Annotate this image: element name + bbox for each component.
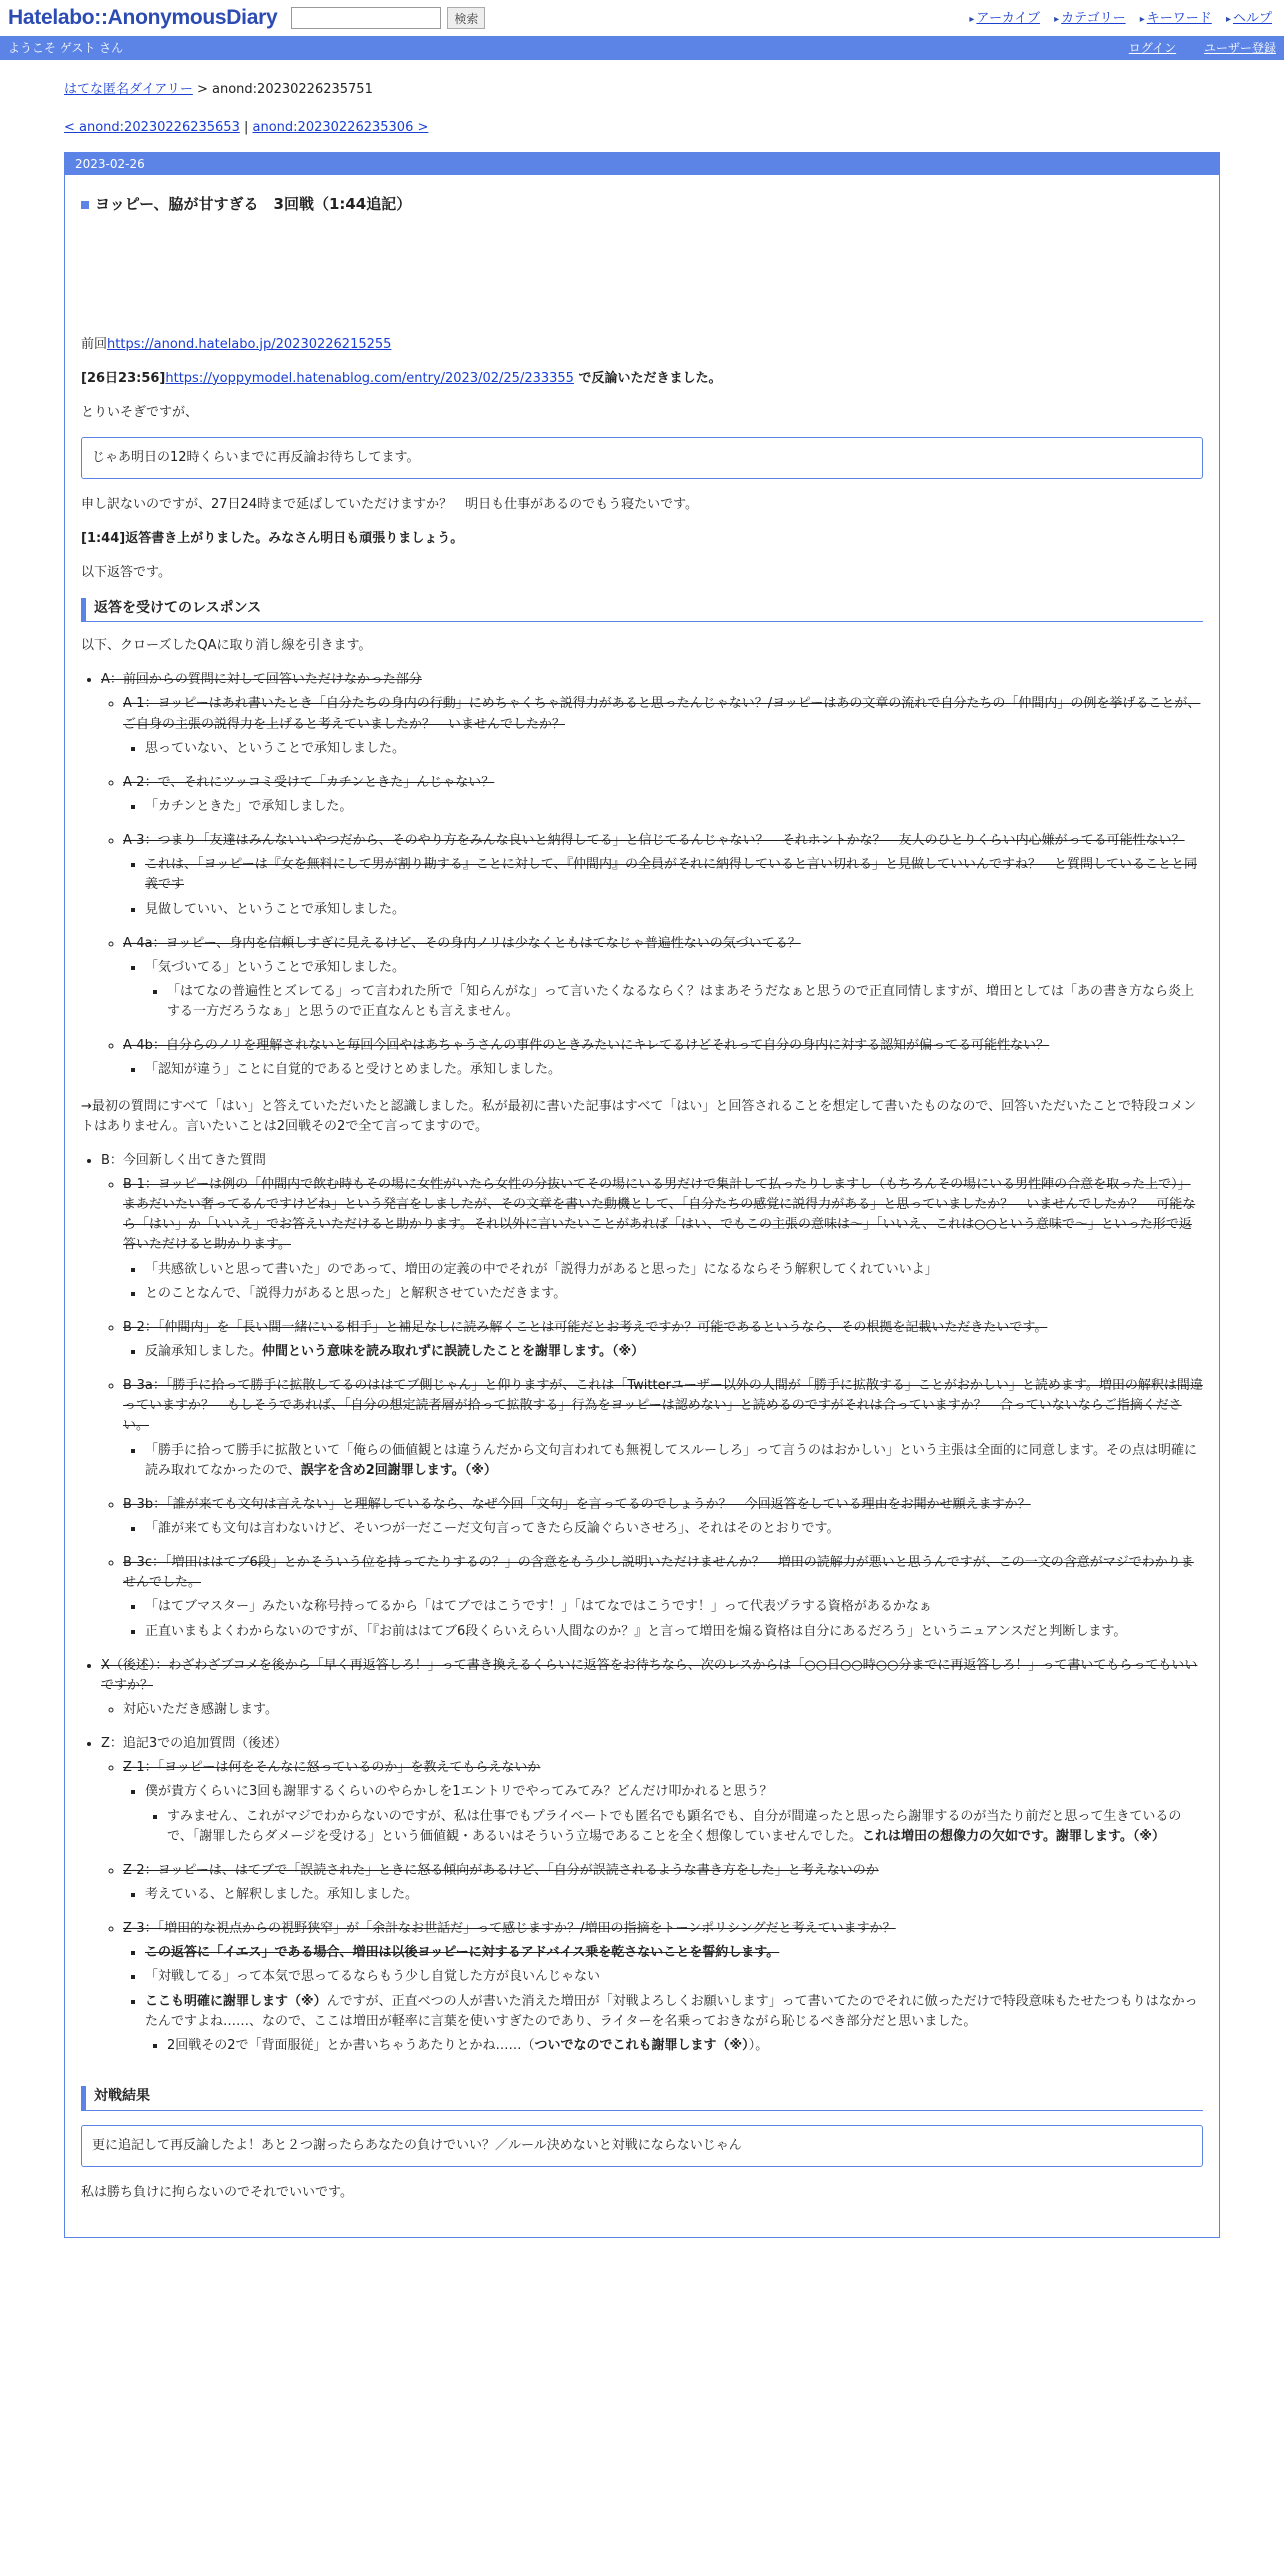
quote-box: 更に追記して再反論したよ！あと２つ謝ったらあなたの負けでいい？／ルール決めないと対戦にならないじゃん xyxy=(81,2125,1203,2167)
list-item xyxy=(145,1992,1203,2056)
prev-label: 前回 xyxy=(81,336,108,352)
question-b3a: B-3a：「勝手に拾って勝手に拡散してるのははてブ側じゃん」と仰りますが、これは「Twitterユーザー以外の人間が「勝手に拡散する」ことがおかしい」と読めます。増田の解釈は間違っていますか？ もしそうであれば、「自分の想定読者層が拾って拡散する」行為をヨッピーは認めない」と読めるのですがそれは合っていますか？ 合っていないならご指摘ください。 xyxy=(123,1378,1203,1434)
help-link[interactable]: ヘルプ xyxy=(1232,11,1272,26)
answer-a4a: 「気づいてる」ということで承知しました。 xyxy=(145,959,406,975)
entry-title-text: ヨッピー、脇が甘すぎる 3回戦（1:44追記） xyxy=(95,195,412,214)
question-b3b: B-3b：「誰が来ても文句は言えない」と理解しているなら、なぜ今回「文句」を言ってるのでしょうか？ 今回返答をしている理由をお聞かせ願えますか？ xyxy=(123,1496,1031,1512)
main-content xyxy=(64,80,1220,2238)
site-logo[interactable]: Hatelabo::AnonymousDiary xyxy=(8,5,278,29)
question-b3c: B-3c：「増田ははてブ6段」とかそういう位を持ってたりするの？」の含意をもう少し説明いただけませんか？ 増田の読解力が悪いと思うんですが、この一文の含意がマジでわかりませんでした。 xyxy=(123,1555,1194,1591)
list-item xyxy=(123,1495,1203,1539)
list-item xyxy=(167,2036,1203,2056)
list-item xyxy=(145,855,1203,895)
paragraph-sorry: 申し訳ないのですが、27日24時まで延ばしていただけますか？ 明日も仕事があるのでもう寝たいです。 xyxy=(81,497,699,513)
register-link[interactable]: ユーザー登録 xyxy=(1203,40,1276,55)
list-item xyxy=(101,1151,1203,1642)
triangle-bullet-icon: ▸ xyxy=(1054,14,1060,25)
triangle-bullet-icon: ▸ xyxy=(1139,14,1145,25)
question-b1: B-1：ヨッピーは例の「仲間内で飲む時もその場に女性がいたら女性の分抜いてその場にいる男だけで集計して払ったりしますし（もちろんその場にいる男性陣の合意を取った上で）」まあだいたい奢ってるんですけどね」という発言をしましたが、その文章を書いた動機として、「自分たちの感覚に説得力がある」と思っていましたか？ いませんでしたか？ 可能なら「はい」か「いいえ」でお答えいただけると助かります。それ以外に言いたいことがあれば「はい、でもこの主張の意味は～」「いいえ、これは○○という意味で～」といった形で返答いただけると助かります。 xyxy=(123,1177,1196,1253)
breadcrumb-current: anond:20230226235751 xyxy=(212,82,373,97)
list-item: ▪ 「カチンときた」で承知しました。 xyxy=(145,797,1203,817)
day-section xyxy=(64,152,1220,2238)
category-link[interactable]: カテゴリー xyxy=(1061,11,1126,26)
site-header xyxy=(0,0,1284,36)
list-item xyxy=(101,1734,1203,2056)
qa-list-a xyxy=(81,670,1203,1080)
answer-z3-sub-bold: ついでなのでこれも謝罪します（※） xyxy=(534,2037,749,2053)
list-item xyxy=(123,1376,1203,1481)
list-item: ▪ 「はてブマスター」みたいな称号持ってるから「はてブではこうです！」「はてなではこうです！」って代表ヅラする資格があるかなぁ xyxy=(145,1597,1203,1617)
list-item xyxy=(145,1943,1203,1963)
pager-separator: | xyxy=(239,120,253,136)
rebuttal-link[interactable]: https://yoppymodel.hatenablog.com/entry/2023/02/25/233355 xyxy=(165,370,574,386)
list-item: ▪ 「認知が違う」ことに自覚的であると受けとめました。承知しました。 xyxy=(145,1060,1203,1080)
answer-z1-sub-bold: これは増田の想像力の欠如です。謝罪します。（※） xyxy=(861,1828,1166,1844)
list-item xyxy=(145,1441,1203,1481)
paragraph-after-a: →最初の質問にすべて「はい」と答えていただいたと認識しました。私が最初に書いた記事はすべて「はい」と回答されることを想定して書いたものなので、回答いただいたことで特段コメントはありません。言いたいことは2回戦その2で全て言ってますので。 xyxy=(81,1098,1197,1134)
list-item: ◦ 対応いただき感謝します。 xyxy=(123,1700,1203,1720)
prev-paragraph xyxy=(81,335,1203,355)
title-square-icon[interactable] xyxy=(81,201,89,209)
paragraph-done xyxy=(81,529,1203,549)
question-a4a: A-4a：ヨッピー、身内を信頼しすぎに見えるけど、その身内ノリは少なくともはてなじゃ普遍性ないの気づいてる？ xyxy=(123,935,801,951)
list-item xyxy=(123,1318,1203,1362)
question-a4b: A-4b：自分らのノリを理解されないと毎回今回やはあちゃうさんの事件のときみたいにキレてるけどそれって自分の身内に対する認知が偏ってる可能性ない？ xyxy=(123,1038,1050,1054)
answer-b3a-pre: 「勝手に拾って勝手に拡散といて「俺らの価値観とは違うんだから文句言われても無視してスルーしろ」って言うのはおかしい」という主張は全面的に同意します。その点は明確に読み取れてなかったので、 xyxy=(145,1442,1197,1478)
prev-round-link[interactable]: https://anond.hatelabo.jp/20230226215255 xyxy=(107,336,392,352)
answer-z3-3-rest: んですが、正直ベつの人が書いた消えた増田が「対戦よろしくお願いします」って書いてたのでそれに倣っただけで特段意味もたせたつもりはなかったんですよね……、なので、ここは増田が軽率に言葉を使いすぎたのであり、ライターを名乗っておきながら恥じるべき部分だと思いました。 xyxy=(145,1993,1198,2029)
list-item xyxy=(123,773,1203,817)
question-z: Z：追記3での追加質問（後述） xyxy=(101,1736,288,1752)
list-item: ▪ 思っていない、ということで承知しました。 xyxy=(145,739,1203,759)
day-date: 2023-02-26 xyxy=(65,153,1219,175)
question-a1: A-1：ヨッピーはあれ書いたとき「自分たちの身内の行動」にめちゃくちゃ説得力があると思ったんじゃない？/ヨッピーはあの文章の流れで自分たちの「仲間内」の例を挙げることが、ご自身の主張の説得力を上げると考えていましたか？ いませんでしたか？ xyxy=(123,696,1201,732)
list-item xyxy=(123,1758,1203,1847)
question-b2: B-2：「仲間内」を「長い間一緒にいる相手」と補足なしに読み解くことは可能だとお考えですか？可能であるというなら、その根拠を記載いただきたいです。 xyxy=(123,1319,1048,1335)
archive-link[interactable]: アーカイブ xyxy=(976,11,1040,26)
section-heading-result: 対戦結果 xyxy=(81,2086,1203,2111)
question-z1: Z-1：「ヨッピーは何をそんなに怒っているのか」を教えてもらえないか xyxy=(123,1760,541,1776)
update-suffix: で反論いただきました。 xyxy=(573,370,722,386)
question-x: X（後述）：わざわざブコメを後から「早く再返答しろ！」って書き換えるくらいに返答をお待ちなら、次のレスからは「○○日○○時○○分までに再返答しろ！」って書いてもらってもいいですか？ xyxy=(101,1657,1198,1693)
triangle-bullet-icon: ▸ xyxy=(969,14,975,25)
list-item xyxy=(123,831,1203,920)
answer-b2-pre: 反論承知しました。 xyxy=(145,1344,263,1359)
paragraph-last: 私は勝ち負けに拘らないのでそれでいいです。 xyxy=(81,2184,353,2200)
quote-box: じゃあ明日の12時くらいまでに再反論お待ちしてます。 xyxy=(81,437,1203,479)
list-item xyxy=(123,1919,1203,2056)
list-item: ▪ とのことなんで、「説得力があると思った」と解釈させていただきます。 xyxy=(145,1284,1203,1304)
list-item xyxy=(123,1861,1203,1905)
list-item xyxy=(145,958,1203,1022)
list-item xyxy=(101,670,1203,1080)
prev-entry-link[interactable]: < anond:20230226235653 xyxy=(64,120,240,136)
list-item xyxy=(123,1036,1203,1080)
list-item xyxy=(123,1553,1203,1642)
list-item: ▪ 「誰が来ても文句は言わないけど、そいつが一だこーだ文句言ってきたら反論ぐらいさせろ」、それはそのとおりです。 xyxy=(145,1519,1203,1539)
answer-z3-sub-pre: 2回戦その2で「背面服従」とか書いちゃうあたりとかね……（ xyxy=(167,2037,535,2053)
search-input[interactable] xyxy=(291,7,441,29)
paragraph-toriisogi: とりいそぎですが、 xyxy=(81,404,199,420)
answer-z1-sub-pre: すみません、これがマジでわからないのですが、私は仕事でもプライベートでも匿名でも顕名でも、自分が間違ったと思ったら謝罪するのが当たり前だと思って生きているので、「謝罪したらダメージを受ける」という価値観・あるいはそういう立場であることを全く想像していませんでした。 xyxy=(167,1808,1182,1844)
entry-title xyxy=(81,193,1203,216)
list-item xyxy=(123,694,1203,758)
list-item: ▪ 「共感欲しいと思って書いた」のであって、増田の定義の中でそれが「説得力があると思った」になるならそう解釈してくれていいよ」 xyxy=(145,1260,1203,1280)
list-item xyxy=(123,1175,1203,1304)
question-a3: A-3：つまり「友達はみんないいやつだから、そのやり方をみんな良いと納得してる」と信じてるんじゃない？ それホントかな？ 友人のひとりくらい内心嫌がってる可能性ない？ xyxy=(123,833,1185,849)
list-item: ▪ 「はてなの普遍性とズレてる」って言われた所で「知らんがな」って言いたくなるならく？はまあそうだなぁと思うので正直同情しますが、増田としては「あの書き方なら炎上する一方だろうなぁ」と思うので正直なんとも言えません。 xyxy=(167,982,1203,1022)
search-button[interactable]: 検索 xyxy=(447,7,485,29)
welcome-text: ようこそ ゲスト さん xyxy=(8,40,124,55)
list-item: ▪ 正直いまもよくわからないのですが、「『お前ははてブ6段くらいえらい人間なのか？』と言って増田を煽る資格は自分にあるだろう」というニュアンスだと判断します。 xyxy=(145,1622,1203,1642)
update-time: [26日23:56] xyxy=(81,370,166,386)
answer-z3-1: この返答に「イエス」である場合、増田は以後ヨッピーに対するアドバイス乗を乾さないことを誓約します。 xyxy=(145,1945,780,1961)
next-entry-link[interactable]: anond:20230226235306 > xyxy=(252,120,429,136)
answer-z1: 僕が貴方くらいに3回も謝罪するくらいのやらかしを1エントリでやってみてみ？どんだけ叩かれると思う？ xyxy=(145,1784,773,1800)
list-item xyxy=(145,1782,1203,1846)
answer-b3a-bold: 誤字を含め2回謝罪します。（※） xyxy=(300,1462,497,1478)
answer-z3-3-bold: ここも明確に謝罪します（※） xyxy=(145,1993,327,2009)
answer-z3-sub-post: ）。 xyxy=(748,2037,769,2053)
breadcrumb-home-link[interactable]: はてな匿名ダイアリー xyxy=(64,82,193,97)
paragraph-strike-note: 以下、クローズしたQAに取り消し線を引きます。 xyxy=(81,638,372,654)
entry-body xyxy=(65,175,1219,2237)
user-bar xyxy=(0,36,1284,60)
top-links xyxy=(959,9,1272,29)
question-a2: A-2：で、それにツッコミ受けて「カチンときた」んじゃない？ xyxy=(123,774,495,790)
paragraph-following: 以下返答です。 xyxy=(81,565,171,581)
list-item xyxy=(167,1807,1203,1847)
question-a: A：前回からの質問に対して回答いただけなかった部分 xyxy=(101,672,422,688)
list-item: ▪ 見做していい、ということで承知しました。 xyxy=(145,900,1203,920)
list-item: ▪ 考えている、と解釈しました。承知しました。 xyxy=(145,1885,1203,1905)
answer-b2-bold: 仲間という意味を読み取れずに誤読したことを謝罪します。（※） xyxy=(262,1344,645,1359)
triangle-bullet-icon: ▸ xyxy=(1225,14,1231,25)
section-heading-response: 返答を受けてのレスポンス xyxy=(81,598,1203,623)
breadcrumb xyxy=(64,80,1220,100)
qa-list-b xyxy=(81,1151,1203,2056)
done-text: [1:44]返答書き上がりました。みなさん明日も頑張りましょう。 xyxy=(81,531,464,547)
list-item xyxy=(101,1656,1203,1720)
question-b: B：今回新しく出てきた質問 xyxy=(101,1152,266,1168)
login-link[interactable]: ログイン xyxy=(1128,40,1177,55)
update-paragraph xyxy=(81,369,1203,389)
list-item xyxy=(145,1342,1203,1362)
list-item: ▪ 「対戦してる」って本気で思ってるならもう少し自覚した方が良いんじゃない xyxy=(145,1967,1203,1987)
keyword-link[interactable]: キーワード xyxy=(1146,11,1212,26)
breadcrumb-separator: > xyxy=(192,82,213,97)
question-z2: Z-2：ヨッピーは、はてブで「誤読された」ときに怒る傾向があるけど、「自分が誤読されるような書き方をした」と考えないのか xyxy=(123,1862,879,1878)
list-item xyxy=(123,934,1203,1023)
entry-pager xyxy=(64,118,1220,138)
question-z3: Z-3：「増田的な視点からの視野狭窄」が「余計なお世話だ」って感じますか？/増田の指摘をトーンポリシングだと考えていますか？ xyxy=(123,1921,896,1937)
answer-a3a: これは、「ヨッピーは『女を無料にして男が割り勘する』ことに対して、『仲間内』の全員がそれに納得していると言い切れる」と見做していいんですね？ と質問していることと同義です xyxy=(145,857,1197,893)
